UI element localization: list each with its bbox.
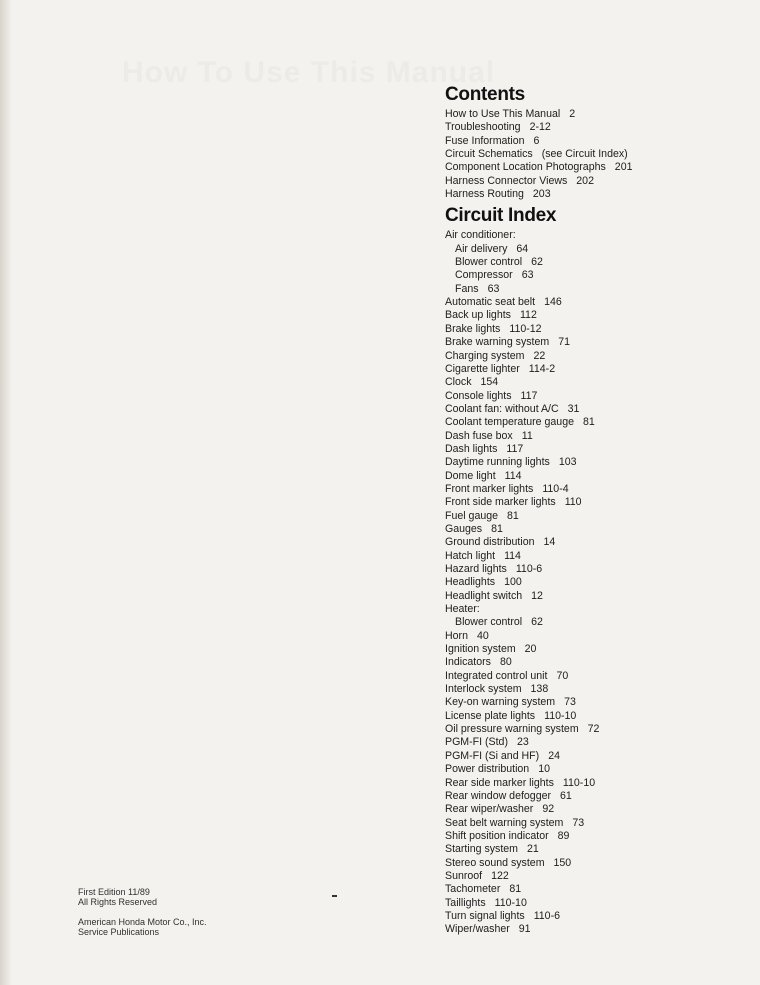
publication-footer	[78, 887, 207, 937]
entry-page: 114	[504, 469, 522, 482]
entry-label: Component Location Photographs	[445, 161, 606, 174]
entry-page: 23	[516, 736, 529, 749]
entry-page: 100	[504, 576, 522, 589]
entry-page: 117	[506, 442, 524, 455]
entry-label: Fuel gauge	[445, 509, 499, 522]
entry-page: 61	[560, 789, 572, 802]
entry-page: 71	[558, 336, 571, 349]
entry-page: 73	[572, 816, 585, 829]
entry-page: 73	[564, 696, 576, 709]
entry-label: Fans	[455, 282, 479, 295]
index-column	[445, 82, 745, 937]
index-entry	[445, 590, 745, 603]
entry-page: 202	[576, 174, 594, 187]
entry-label: Coolant temperature gauge	[445, 416, 574, 429]
entry-page: 110-10	[494, 896, 527, 909]
entry-label: Interlock system	[445, 683, 522, 696]
index-entry	[445, 256, 745, 269]
division-line: Service Publications	[78, 927, 160, 937]
index-entry	[445, 470, 745, 483]
entry-label: Sunroof	[445, 869, 483, 882]
entry-label: Indicators	[445, 656, 491, 669]
index-entry	[445, 790, 745, 803]
index-entry	[445, 350, 745, 363]
entry-page: 11	[521, 429, 533, 442]
entry-label: Front side marker lights	[445, 496, 556, 509]
entry-page: 201	[614, 161, 633, 174]
entry-label: Air conditioner:	[445, 229, 516, 242]
entry-label: Back up lights	[445, 309, 511, 322]
contents-heading: Contents	[445, 84, 525, 105]
entry-label: Clock	[445, 376, 472, 389]
entry-label: Dome light	[445, 469, 496, 482]
entry-page: 110	[564, 496, 582, 509]
entry-label: Front marker lights	[445, 482, 534, 495]
entry-page: 103	[558, 456, 577, 469]
index-entry	[445, 309, 745, 322]
index-entry	[445, 683, 745, 696]
entry-label: Stereo sound system	[445, 856, 545, 869]
index-entry	[445, 510, 745, 523]
index-entry	[445, 323, 745, 336]
entry-label: Oil pressure warning system	[445, 723, 579, 736]
entry-label: License plate lights	[445, 709, 536, 722]
index-entry	[445, 229, 745, 242]
index-entry	[445, 883, 745, 896]
index-entry	[445, 269, 745, 282]
entry-label: Headlights	[445, 576, 496, 589]
entry-page: 6	[533, 134, 540, 147]
index-entry	[445, 496, 745, 509]
index-entry	[445, 696, 745, 709]
entry-label: Console lights	[445, 389, 512, 402]
entry-label: Horn	[445, 629, 468, 642]
contents-entry	[445, 108, 745, 121]
index-entry	[445, 910, 745, 923]
company-line: American Honda Motor Co., Inc.	[78, 917, 207, 927]
entry-label: Dash fuse box	[445, 429, 513, 442]
entry-label: Coolant fan: without A/C	[445, 402, 559, 415]
entry-label: Fuse Information	[445, 134, 525, 147]
index-entry	[445, 643, 745, 656]
entry-label: Key-on warning system	[445, 696, 556, 709]
entry-page: 72	[587, 723, 600, 736]
entry-page: 110-10	[562, 776, 596, 789]
entry-page: 110-12	[509, 322, 542, 335]
entry-page: 10	[538, 763, 550, 776]
entry-page: 80	[499, 656, 512, 669]
index-entry	[445, 336, 745, 349]
entry-page: 150	[553, 856, 572, 869]
circuit-index-heading: Circuit Index	[445, 205, 557, 227]
index-entry	[445, 443, 745, 456]
entry-label: Wiper/washer	[445, 923, 510, 936]
bleed-through-title: How To Use This Manual	[122, 56, 496, 89]
index-entry	[445, 630, 745, 643]
entry-page: 31	[567, 402, 580, 415]
index-entry	[445, 830, 745, 843]
entry-page: 110-6	[533, 909, 560, 922]
entry-label: Rear side marker lights	[445, 776, 554, 789]
stray-mark	[332, 895, 337, 897]
entry-label: Rear wiper/washer	[445, 803, 534, 816]
entry-page: 110-10	[544, 709, 577, 722]
entry-page: 81	[582, 416, 595, 429]
entry-page: 154	[480, 376, 499, 389]
entry-page: 117	[520, 389, 538, 402]
entry-label: Harness Connector Views	[445, 174, 568, 187]
index-entry	[445, 897, 745, 910]
entry-page: 110-6	[515, 563, 543, 575]
index-entry	[445, 483, 745, 496]
contents-entry	[445, 161, 745, 174]
entry-page: 91	[518, 923, 531, 936]
entry-label: Ground distribution	[445, 536, 535, 549]
entry-page: 81	[507, 509, 519, 522]
entry-page: (see Circuit Index)	[541, 148, 628, 161]
edition-line: First Edition 11/89	[78, 887, 150, 897]
entry-label: Dash lights	[445, 442, 498, 455]
index-entry	[445, 750, 745, 763]
index-entry	[445, 656, 745, 669]
entry-label: PGM-FI (Si and HF)	[445, 749, 540, 762]
entry-label: Compressor	[455, 269, 513, 282]
entry-label: Integrated control unit	[445, 669, 548, 682]
index-entry	[445, 817, 745, 830]
entry-page: 2	[569, 108, 576, 120]
contents-entry	[445, 175, 745, 188]
contents-entry	[445, 188, 745, 201]
entry-label: Ignition system	[445, 643, 516, 656]
entry-label: Air delivery	[455, 242, 508, 255]
index-entry	[445, 923, 745, 936]
entry-page: 146	[544, 296, 562, 309]
index-entry	[445, 803, 745, 816]
entry-label: Seat belt warning system	[445, 816, 564, 829]
entry-page: 2-12	[529, 121, 551, 134]
index-entry	[445, 603, 745, 616]
index-entry	[445, 763, 745, 776]
entry-page: 62	[531, 256, 543, 269]
entry-page: 110-4	[542, 482, 569, 495]
contents-entry	[445, 135, 745, 148]
entry-label: How to Use This Manual	[445, 108, 561, 120]
entry-label: Brake lights	[445, 322, 501, 335]
index-entry	[445, 563, 745, 576]
entry-label: Hazard lights	[445, 563, 507, 575]
entry-label: Heater:	[445, 603, 480, 616]
index-entry	[445, 777, 745, 790]
entry-label: Rear window defogger	[445, 789, 551, 802]
index-entry	[445, 390, 745, 403]
entry-label: Gauges	[445, 522, 483, 535]
entry-label: Charging system	[445, 349, 525, 362]
entry-label: Circuit Schematics	[445, 148, 533, 161]
entry-label: Turn signal lights	[445, 909, 525, 922]
index-entry	[445, 456, 745, 469]
index-entry	[445, 576, 745, 589]
index-entry	[445, 430, 745, 443]
contents-entry	[445, 121, 745, 134]
entry-page: 20	[524, 643, 537, 656]
entry-page: 70	[556, 669, 569, 682]
entry-page: 63	[487, 282, 500, 295]
entry-page: 114-2	[528, 362, 556, 375]
rights-line: All Rights Reserved	[78, 897, 158, 907]
index-entry	[445, 283, 745, 296]
entry-page: 64	[516, 242, 529, 255]
entry-label: Troubleshooting	[445, 121, 521, 134]
entry-page: 81	[509, 883, 522, 896]
index-entry	[445, 857, 745, 870]
index-entry	[445, 723, 745, 736]
entry-page: 22	[533, 349, 546, 362]
index-entry	[445, 843, 745, 856]
entry-label: Headlight switch	[445, 589, 523, 602]
entry-label: Daytime running lights	[445, 456, 550, 469]
entry-label: Blower control	[455, 256, 523, 269]
contents-list	[445, 108, 745, 201]
page-binding-edge	[0, 0, 12, 985]
entry-page: 63	[521, 269, 534, 282]
index-entry	[445, 296, 745, 309]
circuit-index-list	[445, 229, 745, 936]
index-entry	[445, 616, 745, 629]
index-entry	[445, 416, 745, 429]
entry-page: 89	[557, 829, 570, 842]
contents-entry	[445, 148, 745, 161]
index-entry	[445, 243, 745, 256]
entry-page: 12	[531, 589, 543, 602]
entry-label: Automatic seat belt	[445, 296, 536, 309]
entry-page: 21	[527, 843, 539, 856]
entry-page: 81	[491, 522, 503, 535]
entry-page: 14	[543, 536, 556, 549]
entry-page: 122	[491, 869, 509, 882]
entry-label: Tachometer	[445, 883, 501, 896]
entry-label: Starting system	[445, 843, 519, 856]
entry-label: Brake warning system	[445, 336, 550, 349]
entry-label: Blower control	[455, 616, 523, 629]
entry-page: 40	[476, 629, 489, 642]
entry-page: 138	[530, 683, 549, 696]
entry-label: Hatch light	[445, 549, 496, 562]
index-entry	[445, 870, 745, 883]
entry-page: 203	[532, 188, 551, 201]
entry-label: Harness Routing	[445, 188, 524, 201]
entry-page: 24	[548, 749, 560, 762]
index-entry	[445, 376, 745, 389]
index-entry	[445, 550, 745, 563]
index-entry	[445, 736, 745, 749]
entry-label: Shift position indicator	[445, 829, 549, 842]
index-entry	[445, 363, 745, 376]
entry-label: Cigarette lighter	[445, 362, 520, 375]
entry-page: 62	[531, 616, 543, 629]
index-entry	[445, 536, 745, 549]
entry-label: PGM-FI (Std)	[445, 736, 508, 749]
entry-page: 92	[542, 803, 555, 816]
index-entry	[445, 403, 745, 416]
entry-page: 114	[504, 549, 521, 562]
entry-page: 112	[519, 309, 537, 322]
entry-label: Taillights	[445, 896, 486, 909]
index-entry	[445, 710, 745, 723]
entry-label: Power distribution	[445, 763, 530, 776]
index-entry	[445, 523, 745, 536]
index-entry	[445, 670, 745, 683]
